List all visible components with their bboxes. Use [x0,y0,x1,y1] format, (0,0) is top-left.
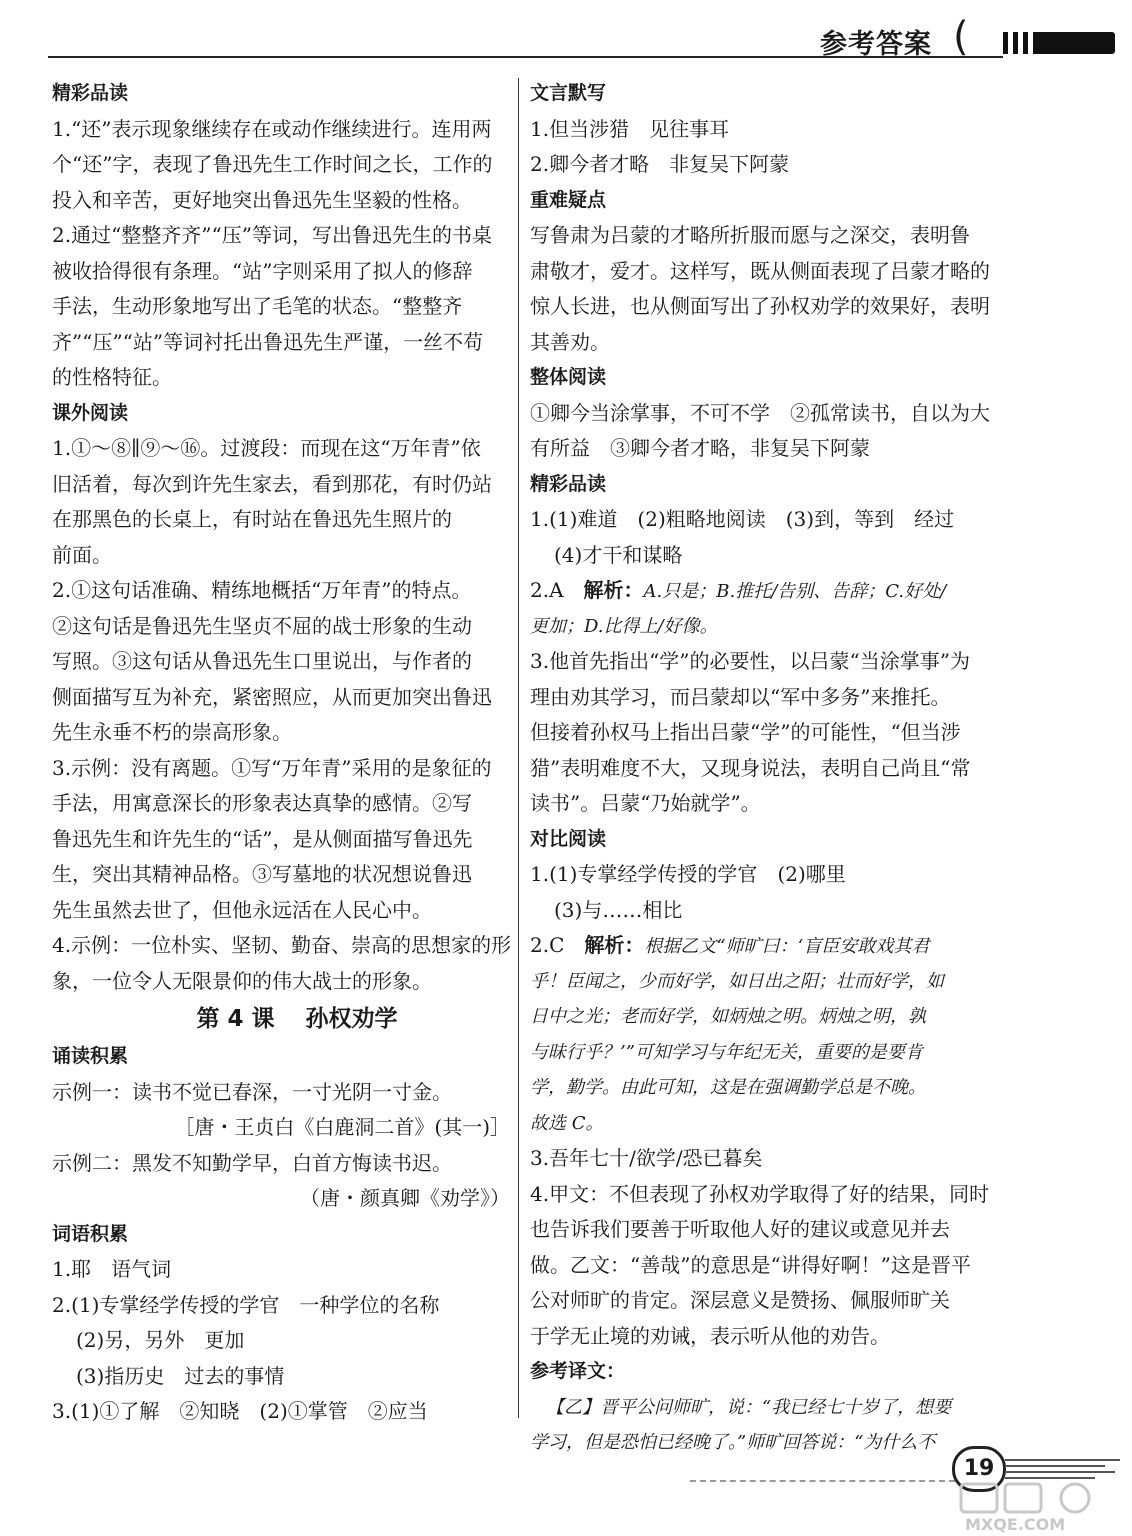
answer-line: 2.卿今者才略 非复吴下阿蒙 [530,152,790,176]
answer-line: 2.①这句话准确、精练地概括“万年青”的特点。 [52,578,472,602]
answer-line: ①卿今当涂掌事，不可不学 ②孤常读书，自以为大 [530,400,990,425]
answer-line: 2.通过“整整齐齐”“压”等词，写出鲁迅先生的书桌 [52,223,492,247]
note-line: 乎！臣闻之，少而好学，如日出之阳；壮而好学，如 [530,970,944,992]
answer-with-analysis [530,573,990,609]
note-line: 学，勤学。由此可知，这是在强调勤学总是不晚。 [530,1077,926,1098]
answer-line: 1.(1)难道 (2)粗略地阅读 (3)到，等到 经过 [530,507,955,531]
answer-line-indented: (3)指历史 过去的事情 [76,1363,285,1388]
watermark-logo [955,1478,1125,1534]
citation-line: ［唐・王贞白《白鹿洞二首》(其一)］ [174,1115,510,1139]
answer-line: 手法，生动形象地写出了毛笔的状态。“整整齐 [52,294,463,318]
left-column [52,76,512,1430]
answer-line-indented: (3)与……相比 [554,897,683,922]
analysis-text: A.只是；B.推托/告别、告辞；C.好处/ [643,581,947,602]
section-heading: 对比阅读 [530,827,607,850]
answer-line: 读书”。吕蒙“乃始就学”。 [530,791,761,815]
section-heading: 课外阅读 [52,401,129,424]
header-bracket: ( [953,14,969,60]
note-line: 更加；D.比得上/好像。 [530,615,718,637]
analysis-text: 根据乙文“师旷曰：‘盲臣安敢戏其君 [644,936,930,957]
answer-line: 1.“还”表示现象继续存在或动作继续进行。连用两 [52,116,492,141]
answer-line: ②这句话是鲁迅先生坚贞不屈的战士形象的生动 [52,613,472,638]
answer-line: 先生虽然去世了，但他永远活在人民心中。 [52,897,432,922]
answer-line: 肃敬才，爱才。这样写，既从侧面表现了吕蒙才略的 [530,258,990,283]
answer-line-indented: (4)才干和谋略 [554,542,683,567]
answer-line: 在那黑色的长桌上，有时站在鲁迅先生照片的 [52,507,452,531]
answer-line: 做。乙文：“善哉”的意思是“讲得好啊！”这是晋平 [530,1252,971,1277]
answer-line: 有所益 ③卿今者才略，非复吴下阿蒙 [530,436,870,460]
column-divider [518,78,519,1418]
answer-line: 但接着孙权马上指出吕蒙“学”的可能性，“但当涉 [530,720,961,744]
answer-line: 3.(1)①了解 ②知晓 (2)①掌管 ②应当 [52,1399,428,1423]
answer-line: 猎”表明难度不大，又现身说法，表明自己尚且“常 [530,755,971,780]
answer-line: 写鲁肃为吕蒙的才略所折服而愿与之深交，表明鲁 [530,223,970,247]
answer-line: 惊人长进，也从侧面写出了孙权劝学的效果好，表明 [530,294,990,318]
section-heading: 词语积累 [52,1222,129,1245]
answer-line: 生，突出其精神品格。③写墓地的状况想说鲁迅 [52,862,472,886]
answer-line: 3.示例：没有离题。①写“万年青”采用的是象征的 [52,755,492,780]
answer-line: 象，一位令人无限景仰的伟大战士的形象。 [52,968,432,993]
answer-line: 3.他首先指出“学”的必要性，以吕蒙“当涂掌事”为 [530,649,970,673]
answer-line: 于学无止境的劝诫，表示听从他的劝告。 [530,1323,890,1348]
answer-line: 侧面描写互为补充，紧密照应，从而更加突出鲁迅 [52,684,492,709]
note-line: 与昧行乎？’”可知学习与年纪无关，重要的是要肯 [530,1041,923,1063]
answer-with-analysis [530,928,990,964]
answer-line: 理由劝其学习，而吕蒙却以“军中多务”来推托。 [530,684,951,709]
answer-line: 手法，用寓意深长的形象表达真挚的感情。②写 [52,791,472,815]
answer-line-indented: (2)另，另外 更加 [76,1328,245,1352]
note-line: 故选 C。 [530,1112,604,1134]
page-number: 19 [952,1446,1006,1492]
section-heading: 精彩品读 [530,472,607,495]
answer-line: 1.但当涉猎 见往事耳 [530,116,730,141]
section-heading: 文言默写 [530,82,607,104]
section-heading: 参考译文： [530,1360,626,1382]
answer-line: 1.①～⑧∥⑨～⑯。过渡段：而现在这“万年青”依 [52,436,481,460]
section-heading: 重难疑点 [530,188,607,211]
answer-line: 也告诉我们要善于听取他人好的建议或意见并去 [530,1217,950,1241]
section-heading: 精彩品读 [52,82,129,104]
section-heading: 整体阅读 [530,366,607,388]
answer-line: 4.示例：一位朴实、坚韧、勤奋、崇高的思想家的形 [52,933,512,957]
note-line: 日中之光；老而好学，如炳烛之明。炳烛之明，孰 [530,1006,926,1027]
answer-line: 旧活着，每次到许先生家去，看到那花，有时仍站 [52,471,492,496]
answer-line: 示例二：黑发不知勤学早，白首方悔读书迟。 [52,1150,452,1175]
answer-line: 的性格特征。 [52,365,172,389]
answer-line: 公对师旷的肯定。深层意义是赞扬、佩服师旷关 [530,1288,950,1312]
header-title: 参考答案 [820,29,932,60]
answer-line: 先生永垂不朽的崇高形象。 [52,720,292,744]
answer-line: 4.甲文：不但表现了孙权劝学取得了好的结果，同时 [530,1181,990,1206]
analysis-label: 解析： [584,933,645,957]
translation-line: 【乙】晋平公问师旷，说：“我已经七十岁了，想要 [546,1396,952,1418]
note-line: 学习，但是恐怕已经晚了。”师旷回答说：“为什么不 [530,1432,936,1453]
lesson-title: 第 4 课 孙权劝学 [196,1006,398,1032]
citation-line: （唐・颜真卿《劝学》） [300,1186,510,1210]
answer-line: 3.吾年七十/欲学/恐已暮矣 [530,1146,763,1170]
answer-line: 2.(1)专掌经学传授的学官 一种学位的名称 [52,1292,440,1317]
answer-choice: 2.A [530,578,584,602]
svg-text:MXQE.COM: MXQE.COM [965,1515,1066,1534]
answer-line: 1.(1)专掌经学传授的学官 (2)哪里 [530,862,846,886]
answer-line: 个“还”字，表现了鲁迅先生工作时间之长，工作的 [52,152,493,176]
answer-line: 被收拾得很有条理。“站”字则采用了拟人的修辞 [52,258,473,283]
answer-line: 其善劝。 [530,329,610,354]
answer-choice: 2.C [530,933,585,957]
answer-line: 1.耶 语气词 [52,1257,172,1281]
section-heading: 诵读积累 [52,1045,129,1067]
header-bars-decoration [1003,32,1115,54]
right-column [530,76,990,1461]
answer-line: 前面。 [52,542,112,567]
answer-line: 写照。③这句话从鲁迅先生口里说出，与作者的 [52,649,472,673]
answer-line: 投入和辛苦，更好地突出鲁迅先生坚毅的性格。 [52,187,472,212]
footer-dashed-line [690,1480,955,1482]
analysis-label: 解析： [583,578,644,602]
answer-line: 齐”“压”“站”等词衬托出鲁迅先生严谨，一丝不苟 [52,329,484,354]
answer-line: 鲁迅先生和许先生的“话”，是从侧面描写鲁迅先 [52,826,473,851]
answer-line: 示例一：读书不觉已春深，一寸光阴一寸金。 [52,1079,452,1104]
